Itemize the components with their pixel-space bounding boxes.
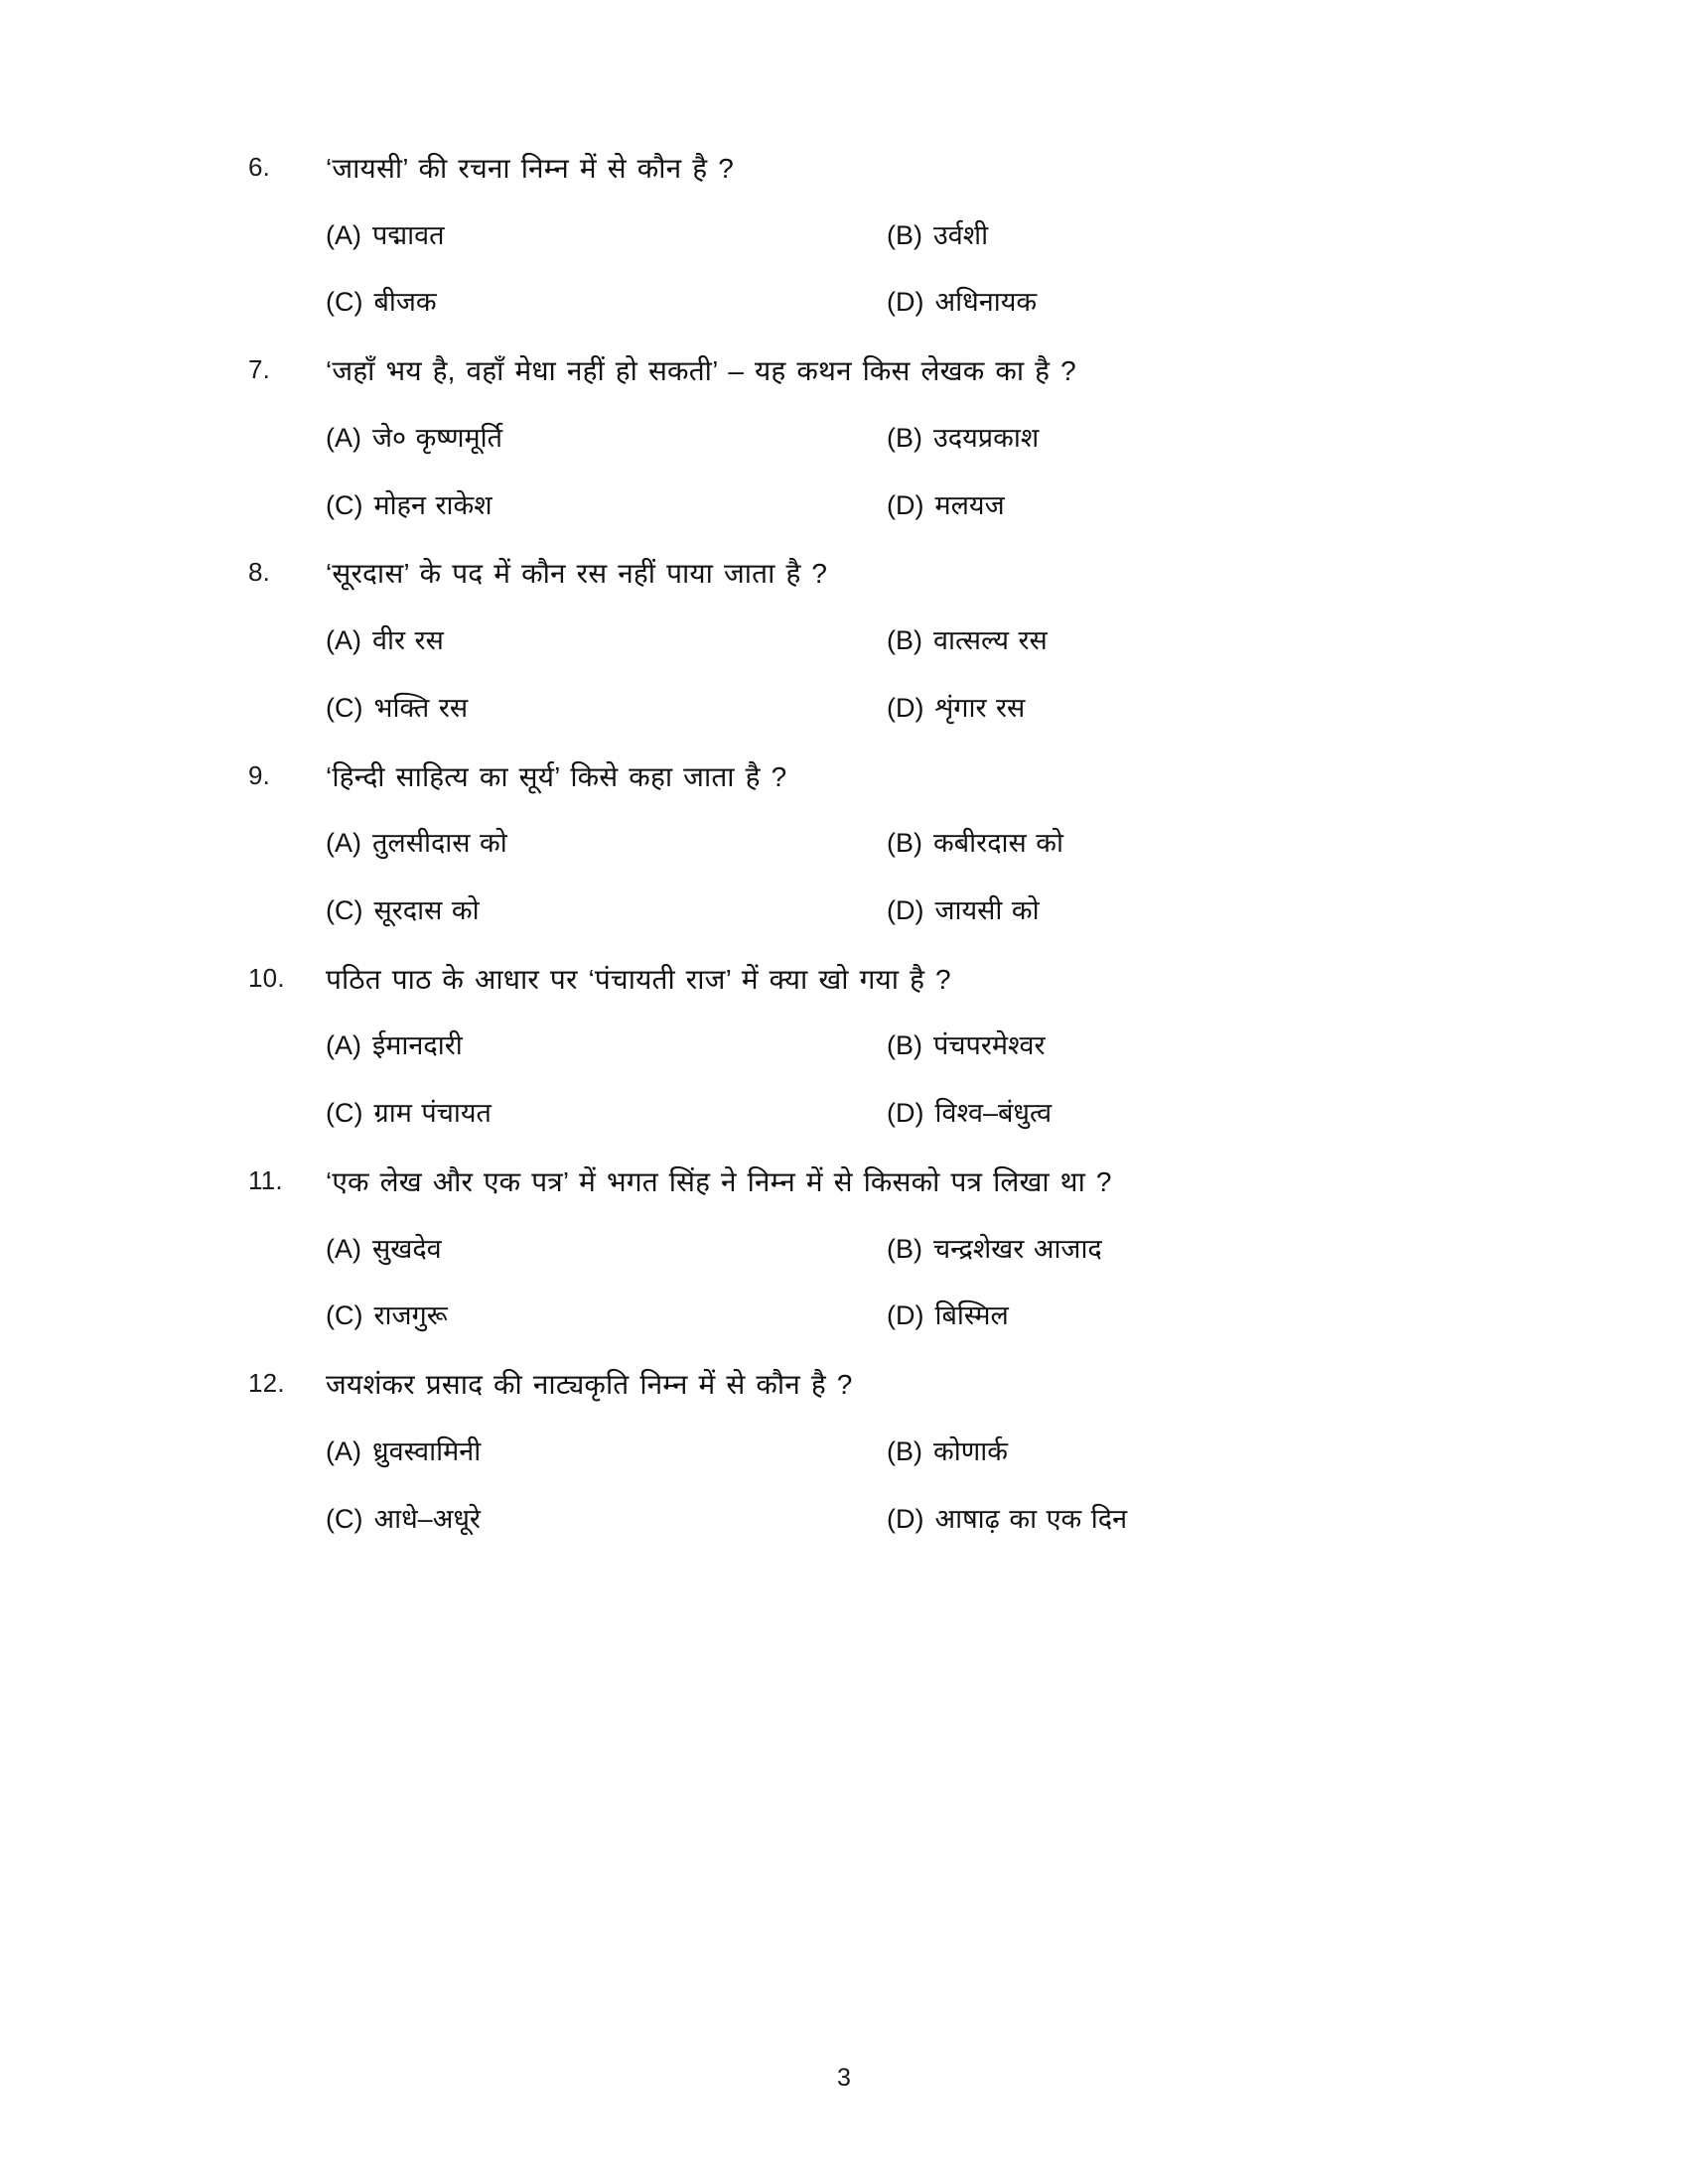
- option-choice[interactable]: [326, 1231, 887, 1269]
- question-text: जयशंकर प्रसाद की नाट्यकृति निम्न में से कौन है ?: [326, 1369, 853, 1401]
- option-label: (D): [887, 1503, 924, 1534]
- option-row: [326, 1095, 1479, 1133]
- option-choice[interactable]: [887, 1501, 1479, 1539]
- option-label: (B): [887, 219, 922, 250]
- option-text: जायसी को: [934, 894, 1040, 925]
- question-number: 9.: [248, 759, 271, 790]
- option-row: [326, 1433, 1479, 1471]
- option-list: [248, 1231, 1479, 1336]
- question-block: [248, 1162, 1479, 1335]
- option-text: वीर रस: [372, 624, 444, 655]
- option-choice[interactable]: [326, 622, 887, 660]
- option-label: (D): [887, 1300, 924, 1331]
- question-block: [248, 960, 1479, 1133]
- option-list: [248, 825, 1479, 930]
- option-label: (D): [887, 287, 924, 318]
- option-row: [326, 892, 1479, 930]
- option-text: तुलसीदास को: [372, 828, 507, 859]
- option-label: (D): [887, 692, 924, 723]
- question-number: 10.: [248, 962, 285, 993]
- option-text: वात्सल्य रस: [933, 624, 1048, 655]
- option-choice[interactable]: [887, 284, 1479, 322]
- page-number: 3: [837, 2064, 851, 2092]
- option-text: शृंगार रस: [934, 692, 1026, 723]
- option-label: (B): [887, 1233, 922, 1264]
- option-row: [326, 1027, 1479, 1065]
- option-label: (A): [326, 624, 361, 655]
- option-label: (C): [326, 287, 363, 318]
- option-label: (A): [326, 1233, 361, 1264]
- option-label: (C): [326, 1300, 363, 1331]
- option-list: [248, 1433, 1479, 1539]
- option-label: (B): [887, 624, 922, 655]
- question-text: ‘जायसी’ की रचना निम्न में से कौन है ?: [326, 153, 734, 184]
- option-choice[interactable]: [326, 487, 887, 525]
- option-label: (D): [887, 894, 924, 925]
- option-list: [248, 622, 1479, 728]
- option-text: ईमानदारी: [372, 1030, 463, 1061]
- option-choice[interactable]: [326, 690, 887, 728]
- option-choice[interactable]: [887, 1231, 1479, 1269]
- option-label: (C): [326, 489, 363, 520]
- option-row: [326, 1297, 1479, 1335]
- option-label: (D): [887, 1098, 924, 1129]
- option-row: [326, 622, 1479, 660]
- option-choice[interactable]: [326, 217, 887, 255]
- question-block: [248, 1365, 1479, 1538]
- option-text: कोणार्क: [933, 1435, 1008, 1466]
- option-choice[interactable]: [326, 1501, 887, 1539]
- option-choice[interactable]: [887, 622, 1479, 660]
- option-list: [248, 217, 1479, 323]
- question-row: [248, 757, 1479, 798]
- option-choice[interactable]: [326, 1433, 887, 1471]
- option-text: उर्वशी: [933, 219, 989, 250]
- question-text: ‘हिन्दी साहित्य का सूर्य’ किसे कहा जाता है ?: [326, 760, 787, 792]
- option-choice[interactable]: [887, 420, 1479, 458]
- option-choice[interactable]: [887, 1433, 1479, 1471]
- question-number: 12.: [248, 1368, 285, 1399]
- option-row: [326, 690, 1479, 728]
- option-text: जे० कृष्णमूर्ति: [372, 422, 503, 453]
- option-text: कबीरदास को: [933, 828, 1064, 859]
- question-block: [248, 757, 1479, 930]
- option-text: बीजक: [373, 287, 437, 318]
- option-label: (C): [326, 692, 363, 723]
- option-choice[interactable]: [326, 825, 887, 863]
- option-text: ध्रुवस्वामिनी: [372, 1435, 482, 1466]
- option-text: पंचपरमेश्वर: [933, 1030, 1046, 1061]
- option-row: [326, 420, 1479, 458]
- option-text: मलयज: [934, 489, 1005, 520]
- option-text: बिस्मिल: [934, 1300, 1009, 1331]
- option-choice[interactable]: [326, 1095, 887, 1133]
- option-choice[interactable]: [887, 892, 1479, 930]
- option-text: सुखदेव: [372, 1233, 442, 1264]
- option-row: [326, 487, 1479, 525]
- option-text: चन्द्रशेखर आजाद: [933, 1233, 1102, 1264]
- option-text: उदयप्रकाश: [933, 422, 1040, 453]
- option-row: [326, 1501, 1479, 1539]
- question-number: 6.: [248, 152, 271, 182]
- option-row: [326, 1231, 1479, 1269]
- option-choice[interactable]: [326, 1297, 887, 1335]
- question-text: ‘जहाँ भय है, वहाँ मेधा नहीं हो सकती’ – यह कथन किस लेखक का है ?: [326, 355, 1076, 387]
- option-list: [248, 1027, 1479, 1133]
- question-number: 8.: [248, 557, 271, 588]
- option-label: (B): [887, 828, 922, 859]
- question-block: [248, 554, 1479, 727]
- question-text: ‘सूरदास’ के पद में कौन रस नहीं पाया जाता है ?: [326, 558, 828, 590]
- option-label: (C): [326, 894, 363, 925]
- option-label: (C): [326, 1503, 363, 1534]
- option-choice[interactable]: [326, 284, 887, 322]
- option-choice[interactable]: [887, 690, 1479, 728]
- option-label: (A): [326, 1435, 361, 1466]
- option-choice[interactable]: [887, 1297, 1479, 1335]
- option-label: (C): [326, 1098, 363, 1129]
- option-label: (B): [887, 1030, 922, 1061]
- question-text: पठित पाठ के आधार पर ‘पंचायती राज’ में क्या खो गया है ?: [326, 963, 951, 995]
- option-choice[interactable]: [326, 1027, 887, 1065]
- option-text: विश्व–बंधुत्व: [934, 1098, 1053, 1129]
- option-text: सूरदास को: [373, 894, 480, 925]
- option-text: अधिनायक: [934, 287, 1038, 318]
- option-choice[interactable]: [887, 217, 1479, 255]
- option-text: आषाढ़ का एक दिन: [934, 1503, 1128, 1534]
- question-list: [248, 149, 1479, 1538]
- question-block: [248, 351, 1479, 524]
- question-row: [248, 1162, 1479, 1203]
- option-label: (A): [326, 422, 361, 453]
- question-block: [248, 149, 1479, 322]
- question-row: [248, 1365, 1479, 1406]
- option-text: पद्मावत: [372, 219, 445, 250]
- option-text: ग्राम पंचायत: [373, 1098, 492, 1129]
- option-label: (A): [326, 828, 361, 859]
- option-label: (A): [326, 1030, 361, 1061]
- option-label: (B): [887, 1435, 922, 1466]
- option-text: मोहन राकेश: [373, 489, 492, 520]
- option-text: भक्ति रस: [373, 692, 469, 723]
- question-row: [248, 149, 1479, 190]
- question-row: [248, 351, 1479, 392]
- question-row: [248, 960, 1479, 1001]
- option-label: (A): [326, 219, 361, 250]
- option-list: [248, 420, 1479, 525]
- option-choice[interactable]: [326, 420, 887, 458]
- question-number: 7.: [248, 354, 271, 385]
- option-choice[interactable]: [887, 825, 1479, 863]
- question-row: [248, 554, 1479, 595]
- option-row: [326, 217, 1479, 255]
- option-choice[interactable]: [887, 1027, 1479, 1065]
- option-choice[interactable]: [887, 1095, 1479, 1133]
- option-row: [326, 825, 1479, 863]
- option-label: (D): [887, 489, 924, 520]
- question-number: 11.: [248, 1164, 283, 1195]
- option-text: राजगुरू: [373, 1300, 448, 1331]
- question-text: ‘एक लेख और एक पत्र’ में भगत सिंह ने निम्न में से किसको पत्र लिखा था ?: [326, 1165, 1112, 1197]
- option-text: आधे–अधूरे: [373, 1503, 481, 1534]
- option-choice[interactable]: [326, 892, 887, 930]
- option-row: [326, 284, 1479, 322]
- option-choice[interactable]: [887, 487, 1479, 525]
- option-label: (B): [887, 422, 922, 453]
